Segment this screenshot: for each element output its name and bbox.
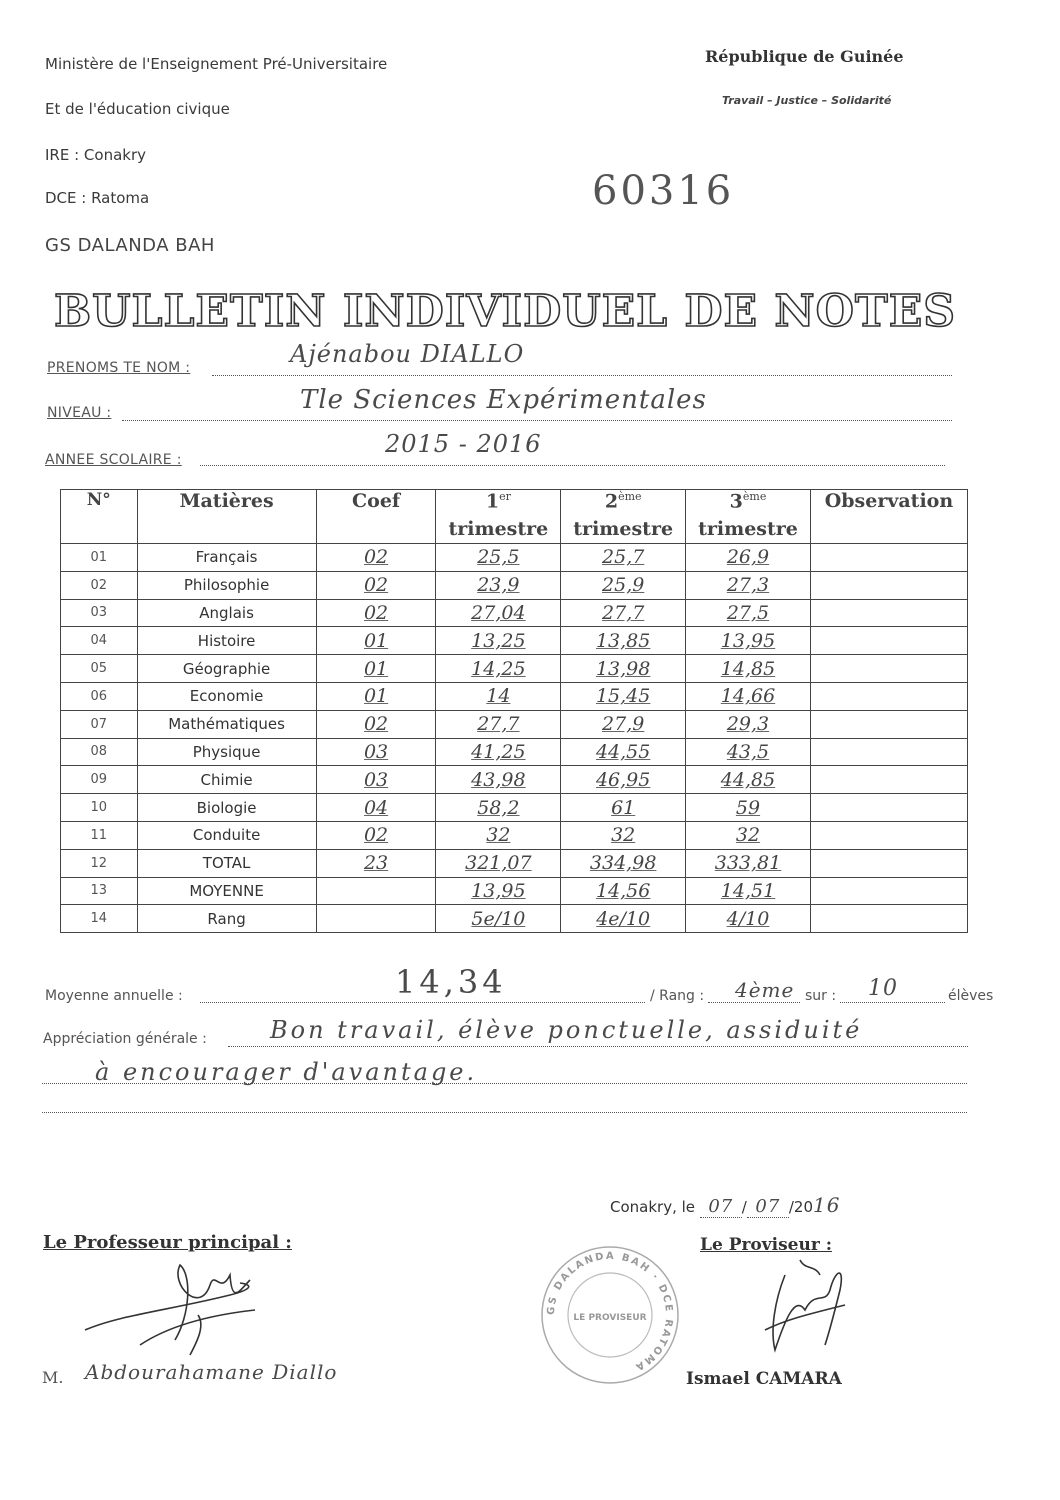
- row-subject: Géographie: [137, 655, 316, 683]
- row-coef: [316, 738, 436, 766]
- table-row: [61, 794, 968, 822]
- row-subject: Histoire: [137, 627, 316, 655]
- row-t1-grade-value: 5e/10: [471, 907, 526, 930]
- student-name-label: PRENOMS TE NOM :: [47, 360, 191, 376]
- school-stamp: [535, 1240, 685, 1390]
- row-t2-grade-value: 13,98: [595, 657, 651, 680]
- prof-name-prefix: M.: [42, 1368, 64, 1387]
- row-coef-value: 01: [363, 685, 389, 708]
- row-observation: [810, 766, 967, 794]
- row-t3-grade: [686, 766, 811, 794]
- row-subject: Biologie: [137, 794, 316, 822]
- row-t1-grade-value: 32: [486, 824, 511, 847]
- annual-avg-line: [200, 1002, 645, 1003]
- row-t3-grade: [686, 821, 811, 849]
- row-t2-grade: [561, 544, 686, 572]
- row-coef-value: 02: [363, 713, 389, 736]
- row-t2-grade-value: 334,98: [589, 852, 657, 875]
- appreciation-label: Appréciation générale :: [43, 1031, 207, 1047]
- row-t1-grade: [436, 710, 561, 738]
- annual-avg-label: Moyenne annuelle :: [45, 988, 183, 1004]
- row-subject: Mathématiques: [137, 710, 316, 738]
- row-t3-grade: [686, 710, 811, 738]
- stamp-center-text: LE PROVISEUR: [573, 1313, 647, 1323]
- row-number: 01: [61, 544, 138, 572]
- row-number: 06: [61, 682, 138, 710]
- row-number: 12: [61, 849, 138, 877]
- sur-label: sur :: [805, 988, 837, 1004]
- row-t2-grade-value: 44,55: [595, 740, 651, 763]
- date-year-prefix: 20: [793, 1198, 814, 1216]
- row-t1-grade-value: 14,25: [471, 657, 526, 680]
- row-t1-grade: [436, 905, 561, 933]
- republic-motto: Travail – Justice – Solidarité: [722, 94, 892, 107]
- row-t1-grade-value: 321,07: [465, 852, 532, 875]
- t1-sup: er: [499, 490, 511, 503]
- row-t1-grade-value: 25,5: [477, 546, 520, 569]
- annual-avg-value: 14,34: [395, 963, 507, 1001]
- row-t1-grade-value: 58,2: [477, 796, 520, 819]
- row-t3-grade: [686, 627, 811, 655]
- row-number: 07: [61, 710, 138, 738]
- row-t1-grade: [436, 682, 561, 710]
- table-row: [61, 627, 968, 655]
- row-t2-grade: [561, 655, 686, 683]
- col-header-t2: [561, 490, 686, 518]
- row-coef: [316, 655, 436, 683]
- row-t2-grade: [561, 849, 686, 877]
- row-subject: Conduite: [137, 821, 316, 849]
- row-t2-grade-value: 25,9: [602, 574, 645, 597]
- row-t2-grade-value: 27,9: [602, 713, 645, 736]
- page-title: BULLETIN INDIVIDUEL DE NOTES: [53, 286, 957, 337]
- t3-trimestre: trimestre: [686, 518, 811, 544]
- row-coef-value: 04: [363, 796, 389, 819]
- t3-sup: ème: [742, 490, 767, 503]
- row-t3-grade-value: 27,5: [726, 601, 770, 624]
- ire-label: IRE : Conakry: [45, 146, 146, 164]
- row-t3-grade: [686, 655, 811, 683]
- row-t1-grade-value: 23,9: [477, 574, 520, 597]
- stamp-ring-text: GS DALANDA BAH · DCE RATOMA: [545, 1250, 675, 1373]
- row-t3-grade-value: 4/10: [726, 907, 770, 930]
- row-number: 08: [61, 738, 138, 766]
- col-header-t1: [436, 490, 561, 518]
- row-observation: [810, 877, 967, 905]
- row-t1-grade: [436, 794, 561, 822]
- row-t1-grade: [436, 877, 561, 905]
- row-t3-grade-value: 13,95: [720, 629, 776, 652]
- row-observation: [810, 794, 967, 822]
- prof-principal-label: Le Professeur principal :: [43, 1232, 292, 1253]
- prof-name: Abdourahamane Diallo: [85, 1360, 338, 1384]
- row-coef: [316, 599, 436, 627]
- row-t1-grade: [436, 655, 561, 683]
- row-subject: Philosophie: [137, 571, 316, 599]
- row-number: 04: [61, 627, 138, 655]
- proviseur-signature: [745, 1250, 865, 1370]
- row-subject: Anglais: [137, 599, 316, 627]
- row-t2-grade: [561, 766, 686, 794]
- row-t1-grade-value: 27,04: [471, 601, 526, 624]
- row-t3-grade-value: 26,9: [726, 546, 770, 569]
- row-t1-grade-value: 13,25: [471, 629, 526, 652]
- row-t3-grade: [686, 794, 811, 822]
- ministry-line2: Et de l'éducation civique: [45, 100, 230, 118]
- proviseur-name: Ismael CAMARA: [686, 1369, 842, 1389]
- row-t1-grade-value: 14: [486, 685, 511, 708]
- row-t3-grade: [686, 544, 811, 572]
- row-t3-grade-value: 59: [735, 796, 761, 819]
- date-year-suffix: 16: [813, 1193, 841, 1217]
- t2-trimestre: trimestre: [561, 518, 686, 544]
- eleves-label: élèves: [948, 988, 994, 1004]
- row-coef-value: 02: [363, 574, 389, 597]
- row-observation: [810, 571, 967, 599]
- row-t3-grade-value: 27,3: [726, 574, 770, 597]
- row-observation: [810, 655, 967, 683]
- row-coef-value: 23: [363, 852, 389, 875]
- t1-number: 1: [485, 490, 500, 513]
- row-observation: [810, 627, 967, 655]
- row-observation: [810, 544, 967, 572]
- row-t1-grade: [436, 738, 561, 766]
- row-t3-grade: [686, 599, 811, 627]
- row-t1-grade: [436, 571, 561, 599]
- row-t3-grade-value: 14,51: [720, 879, 776, 902]
- table-row: [61, 710, 968, 738]
- student-name-line: [212, 375, 952, 376]
- school-year-value: 2015 - 2016: [385, 430, 542, 458]
- level-value: Tle Sciences Expérimentales: [300, 385, 707, 415]
- row-t1-grade: [436, 766, 561, 794]
- table-row: [61, 738, 968, 766]
- row-t1-grade: [436, 544, 561, 572]
- row-t2-grade-value: 32: [611, 824, 636, 847]
- row-t3-grade-value: 44,85: [720, 768, 776, 791]
- date-day: 07: [708, 1196, 734, 1217]
- document-number: 60316: [592, 168, 735, 214]
- proviseur-label: Le Proviseur :: [700, 1235, 832, 1255]
- row-t2-grade: [561, 738, 686, 766]
- row-t3-grade: [686, 682, 811, 710]
- row-t3-grade: [686, 877, 811, 905]
- school-year-label: ANNEE SCOLAIRE :: [45, 452, 182, 468]
- row-coef: [316, 627, 436, 655]
- row-t2-grade-value: 27,7: [602, 601, 645, 624]
- col-header-t3: [686, 490, 811, 518]
- row-observation: [810, 599, 967, 627]
- row-coef: [316, 682, 436, 710]
- row-coef: [316, 794, 436, 822]
- dce-label: DCE : Ratoma: [45, 189, 150, 207]
- total-students-value: 10: [868, 976, 898, 1001]
- row-t1-grade: [436, 821, 561, 849]
- row-coef-value: 01: [363, 657, 389, 680]
- row-t3-grade-value: 32: [735, 824, 761, 847]
- student-name-value: Ajénabou DIALLO: [290, 340, 525, 368]
- row-t1-grade-value: 43,98: [471, 768, 526, 791]
- t2-sup: ème: [618, 490, 642, 503]
- row-observation: [810, 710, 967, 738]
- row-t3-grade-value: 14,85: [720, 657, 776, 680]
- row-t1-grade: [436, 627, 561, 655]
- row-coef-value: 01: [363, 629, 389, 652]
- row-t1-grade: [436, 849, 561, 877]
- row-number: 09: [61, 766, 138, 794]
- row-t2-grade: [561, 905, 686, 933]
- row-coef-value: 02: [363, 546, 389, 569]
- table-row: [61, 544, 968, 572]
- col-header-subject: Matières: [137, 490, 316, 544]
- row-observation: [810, 905, 967, 933]
- row-coef-value: 02: [363, 824, 389, 847]
- rank-label: / Rang :: [650, 988, 705, 1004]
- row-coef: [316, 821, 436, 849]
- col-header-coef: Coef: [316, 490, 436, 544]
- grade-rows: [61, 544, 968, 933]
- row-number: 03: [61, 599, 138, 627]
- row-t2-grade-value: 15,45: [595, 685, 651, 708]
- row-number: 11: [61, 821, 138, 849]
- row-t2-grade: [561, 710, 686, 738]
- date-month: 07: [755, 1196, 781, 1217]
- row-subject: Français: [137, 544, 316, 572]
- row-t2-grade-value: 13,85: [595, 629, 651, 652]
- row-subject: MOYENNE: [137, 877, 316, 905]
- row-t2-grade: [561, 821, 686, 849]
- col-header-observation: Observation: [810, 490, 967, 544]
- t1-trimestre: trimestre: [436, 518, 561, 544]
- appreciation-line1: [228, 1046, 968, 1047]
- row-coef-value: 02: [363, 601, 389, 624]
- row-coef: [316, 544, 436, 572]
- row-t3-grade-value: 43,5: [726, 740, 770, 763]
- table-row: [61, 849, 968, 877]
- row-t2-grade-value: 61: [611, 796, 636, 819]
- row-subject: TOTAL: [137, 849, 316, 877]
- place-prefix: Conakry, le: [610, 1198, 696, 1216]
- total-students-line: [840, 1002, 945, 1003]
- row-subject: Rang: [137, 905, 316, 933]
- table-row: [61, 766, 968, 794]
- row-subject: Physique: [137, 738, 316, 766]
- t2-number: 2: [604, 490, 619, 513]
- row-t1-grade-value: 13,95: [471, 879, 526, 902]
- row-number: 10: [61, 794, 138, 822]
- row-observation: [810, 821, 967, 849]
- level-label: NIVEAU :: [47, 405, 112, 421]
- row-t3-grade-value: 29,3: [726, 713, 770, 736]
- grades-table: [60, 489, 968, 933]
- row-t2-grade: [561, 627, 686, 655]
- row-subject: Economie: [137, 682, 316, 710]
- row-observation: [810, 738, 967, 766]
- svg-text:GS DALANDA BAH · DCE RATOMA: [546, 1251, 674, 1373]
- row-t2-grade-value: 14,56: [595, 879, 651, 902]
- row-t3-grade-value: 14,66: [720, 685, 776, 708]
- col-header-num: N°: [61, 490, 138, 544]
- row-t3-grade-value: 333,81: [714, 852, 782, 875]
- table-row: [61, 655, 968, 683]
- row-coef-value: 03: [363, 740, 389, 763]
- row-number: 02: [61, 571, 138, 599]
- row-subject: Chimie: [137, 766, 316, 794]
- row-coef: [316, 710, 436, 738]
- row-coef: [316, 766, 436, 794]
- row-coef-value: 03: [363, 768, 389, 791]
- table-row: [61, 821, 968, 849]
- row-t2-grade: [561, 794, 686, 822]
- ministry-line1: Ministère de l'Enseignement Pré-Universitaire: [45, 55, 388, 73]
- level-line: [122, 420, 952, 421]
- table-row: [61, 599, 968, 627]
- school-year-line: [200, 465, 945, 466]
- rank-line: [708, 1002, 800, 1003]
- row-coef: [316, 571, 436, 599]
- row-t3-grade: [686, 849, 811, 877]
- appreciation-line3: [42, 1112, 967, 1113]
- row-t2-grade: [561, 599, 686, 627]
- school-name: GS DALANDA BAH: [45, 235, 215, 256]
- appreciation-text1: Bon travail, élève ponctuelle, assiduité: [270, 1016, 863, 1044]
- row-t3-grade: [686, 905, 811, 933]
- row-t3-grade: [686, 738, 811, 766]
- row-t3-grade: [686, 571, 811, 599]
- row-number: 13: [61, 877, 138, 905]
- row-t2-grade: [561, 682, 686, 710]
- row-t2-grade: [561, 571, 686, 599]
- table-row: [61, 682, 968, 710]
- row-observation: [810, 682, 967, 710]
- row-t2-grade-value: 25,7: [602, 546, 645, 569]
- row-coef: [316, 905, 436, 933]
- row-number: 14: [61, 905, 138, 933]
- row-t1-grade-value: 27,7: [477, 713, 520, 736]
- row-t2-grade-value: 4e/10: [596, 907, 651, 930]
- row-coef: [316, 877, 436, 905]
- row-number: 05: [61, 655, 138, 683]
- prof-signature: [80, 1255, 310, 1365]
- row-t1-grade-value: 41,25: [471, 740, 526, 763]
- republic-title: République de Guinée: [705, 47, 904, 66]
- row-t2-grade: [561, 877, 686, 905]
- appreciation-text2: à encourager d'avantage.: [95, 1058, 478, 1086]
- row-coef: [316, 849, 436, 877]
- table-row: [61, 571, 968, 599]
- row-observation: [810, 849, 967, 877]
- row-t2-grade-value: 46,95: [595, 768, 651, 791]
- t3-number: 3: [729, 490, 743, 513]
- place-date-label: Conakry, le 07 / 07 /2016: [610, 1193, 841, 1217]
- row-t1-grade: [436, 599, 561, 627]
- rank-value: 4ème: [735, 978, 795, 1002]
- table-row: [61, 877, 968, 905]
- table-row: [61, 905, 968, 933]
